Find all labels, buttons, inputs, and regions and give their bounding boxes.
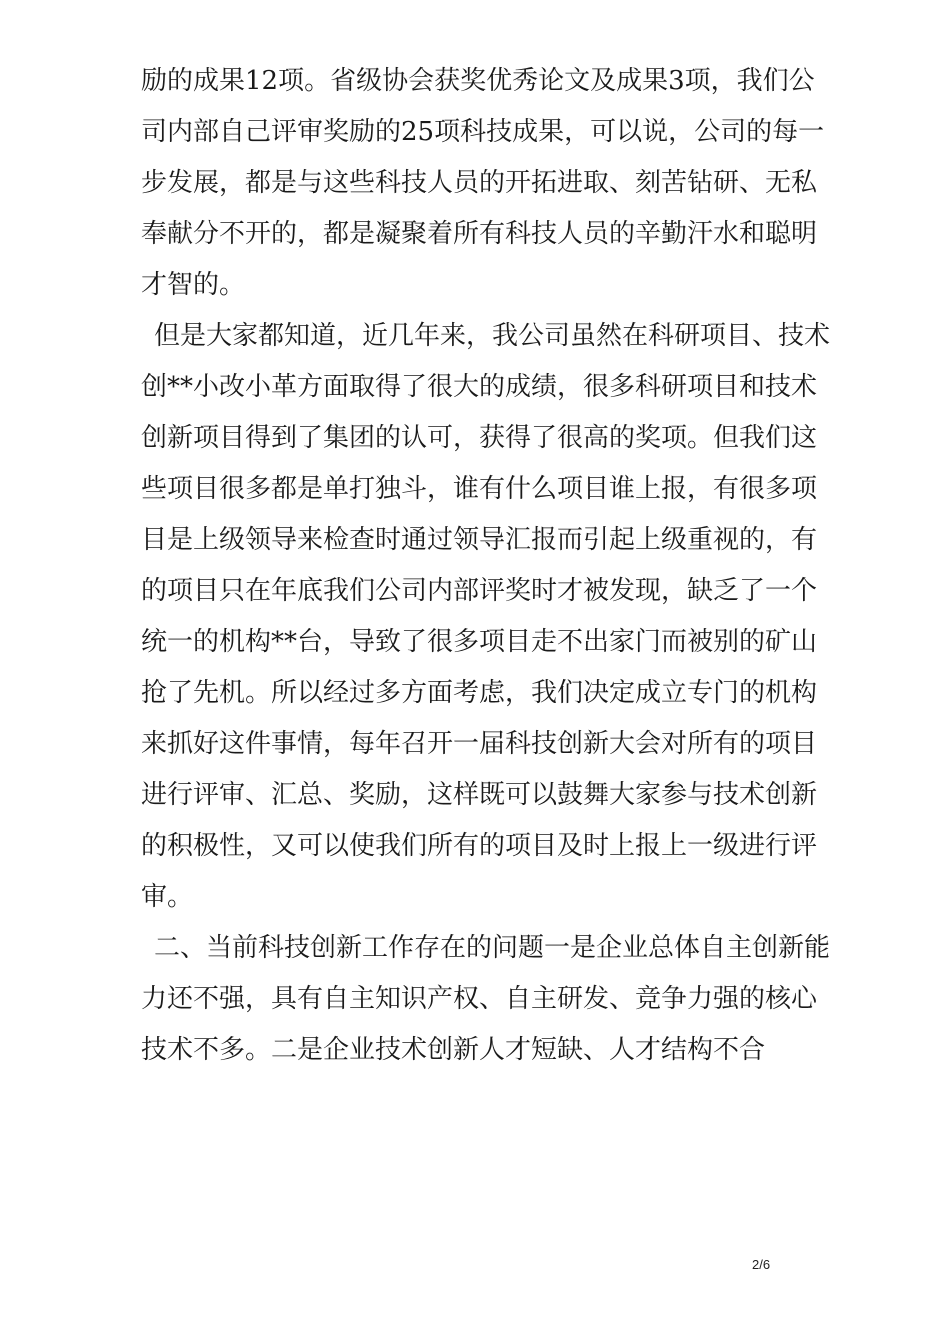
text-line: 二、当前科技创新工作存在的问题一是企业总体自主创新能 xyxy=(154,933,831,963)
text-line: 奉献分不开的，都是凝聚着所有科技人员的辛勤汗水和聪明 xyxy=(141,219,818,249)
text-line: 统一的机构**台，导致了很多项目走不出家门而被别的矿山 xyxy=(141,627,818,657)
text-line: 励的成果12项。省级协会获奖优秀论文及成果3项，我们公 xyxy=(141,66,815,96)
text-line: 技术不多。二是企业技术创新人才短缺、人才结构不合 xyxy=(141,1035,766,1065)
document-body xyxy=(141,56,831,1076)
text-line: 力还不强，具有自主知识产权、自主研发、竞争力强的核心 xyxy=(141,984,818,1014)
text-line: 进行评审、汇总、奖励，这样既可以鼓舞大家参与技术创新 xyxy=(141,780,818,810)
text-line: 些项目很多都是单打独斗，谁有什么项目谁上报，有很多项 xyxy=(141,474,818,504)
text-line: 的项目只在年底我们公司内部评奖时才被发现，缺乏了一个 xyxy=(141,576,818,606)
text-line: 的积极性，又可以使我们所有的项目及时上报上一级进行评 xyxy=(141,831,818,861)
paragraph-1 xyxy=(141,56,831,311)
text-line: 抢了先机。所以经过多方面考虑，我们决定成立专门的机构 xyxy=(141,678,818,708)
text-line: 步发展，都是与这些科技人员的开拓进取、刻苦钻研、无私 xyxy=(141,168,818,198)
text-line: 司内部自己评审奖励的25项科技成果，可以说，公司的每一 xyxy=(141,117,825,147)
paragraph-2 xyxy=(141,311,831,923)
text-line: 审。 xyxy=(141,882,194,912)
text-line: 创**小改小革方面取得了很大的成绩，很多科研项目和技术 xyxy=(141,372,818,402)
text-line: 但是大家都知道，近几年来，我公司虽然在科研项目、技术 xyxy=(154,321,831,351)
page-number: 2/6 xyxy=(752,1257,771,1272)
text-line: 目是上级领导来检查时通过领导汇报而引起上级重视的，有 xyxy=(141,525,818,555)
text-line: 来抓好这件事情，每年召开一届科技创新大会对所有的项目 xyxy=(141,729,818,759)
text-line: 创新项目得到了集团的认可，获得了很高的奖项。但我们这 xyxy=(141,423,818,453)
paragraph-3 xyxy=(141,923,831,1076)
text-line: 才智的。 xyxy=(141,270,246,300)
